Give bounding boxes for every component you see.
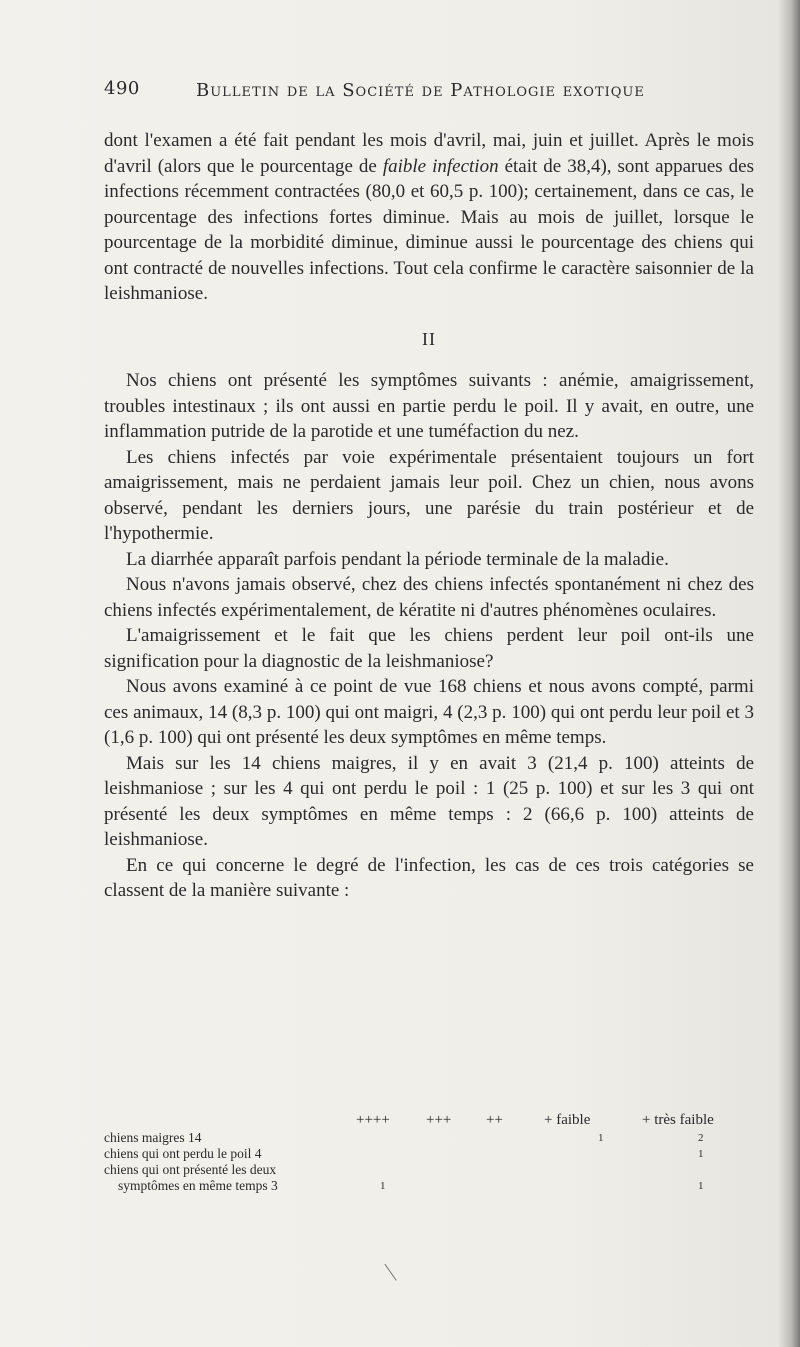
table-row-label: chiens qui ont perdu le poil 4: [104, 1146, 262, 1161]
table-row-label: chiens maigres 14: [104, 1130, 202, 1145]
paragraph: Les chiens infectés par voie expérimentale présentaient toujours un fort amaigrissement, mais ne perdaient jamais leur poil. Chez un chien, nous avons observé, pendant les derniers jours, une parésie du train postérieur et de l'hypothermie.: [104, 446, 754, 544]
table-header: [356, 1112, 756, 1130]
page-header: [104, 78, 754, 108]
paragraph: Nous avons examiné à ce point de vue 168 chiens et nous avons compté, parmi ces animaux, 14 (8,3 p. 100) qui ont maigri, 4 (2,3 p. 100) qui ont perdu leur poil et 3 (1,6 p. 100) qui ont présenté les deux symptômes en même temps.: [104, 676, 754, 748]
table-header-cell: + très faible: [642, 1112, 714, 1128]
paragraph: Nos chiens ont présenté les symptômes suivants : anémie, amaigrissement, troubles intestinaux ; ils ont aussi en partie perdu le poil. Il y avait, en outre, une inflammation putride de la parotide et une tuméfaction du nez.: [104, 370, 754, 442]
page-number: 490: [104, 78, 140, 99]
page-edge-shadow: [778, 0, 800, 1347]
table-row-label: symptômes en même temps 3: [118, 1178, 278, 1193]
paragraph: Nous n'avons jamais observé, chez des chiens infectés spontanément ni chez des chiens infectés expérimentalement, de kératite ni d'autres phénomènes oculaires.: [104, 574, 754, 621]
table-row: [104, 1130, 754, 1146]
table-header-cell: ++++: [356, 1112, 390, 1128]
table-cell: 1: [698, 1148, 704, 1160]
table-header-cell: + faible: [544, 1112, 591, 1128]
running-title: Bulletin de la Société de Pathologie exotique: [196, 80, 645, 101]
paragraph-text: dont l'examen a été fait pendant les mois d'avril, mai, juin et juillet. Après le mois d'avril (alors que le pourcentage de: [104, 130, 754, 177]
table-row-label: chiens qui ont présenté les deux: [104, 1162, 277, 1177]
table-cell: 1: [698, 1180, 704, 1192]
table-row: [104, 1146, 754, 1162]
table-cell: 2: [698, 1132, 704, 1144]
table-header-cell: +++: [426, 1112, 452, 1128]
table-cell: 1: [598, 1132, 604, 1144]
paragraph: Mais sur les 14 chiens maigres, il y en avait 3 (21,4 p. 100) atteints de leishmaniose ; sur les 4 qui ont perdu le poil : 1 (25 p. 100) et sur les 3 qui ont présenté les deux symptômes en même temps : 2 (66,6 p. 100) atteints de leishmaniose.: [104, 752, 754, 850]
table-row: [104, 1178, 754, 1194]
paragraph: La diarrhée apparaît parfois pendant la période terminale de la maladie.: [126, 548, 669, 570]
paragraph: En ce qui concerne le degré de l'infection, les cas de ces trois catégories se classent de la manière suivante :: [104, 854, 754, 901]
table-cell: 1: [380, 1180, 386, 1192]
paragraph: [104, 128, 754, 307]
paragraph-text: était de 38,4), sont apparues des infections récemment contractées (80,0 et 60,5 p. 100); certainement, dans ce cas, le pourcentage des infections fortes diminue. Mais au mois de juillet, lorsque le pourcentage de la morbidité diminue, diminue aussi le pourcentage des chiens qui ont contracté de nouvelles infections. Tout cela confirme le caractère saisonnier de la leishmaniose.: [104, 155, 754, 304]
table-row: [104, 1162, 754, 1178]
paragraph-italic-text: faible infection: [382, 155, 499, 177]
section-number: II: [422, 328, 436, 349]
paragraph: L'amaigrissement et le fait que les chiens perdent leur poil ont-ils une signification pour la diagnostic de la leishmaniose?: [104, 625, 754, 672]
table-header-cell: ++: [486, 1112, 503, 1128]
body-text: [104, 128, 754, 904]
